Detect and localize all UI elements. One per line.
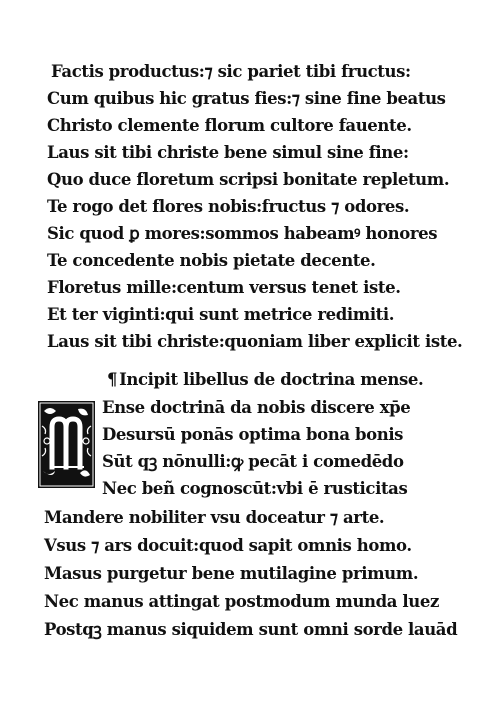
poem-line: Ense doctrinā da nobis discere xp̄e — [102, 398, 411, 417]
poem-line: Mandere nobiliter vsu doceatur ⁊ arte. — [44, 508, 385, 527]
verse-line: Et ter viginti:qui sunt metrice redimiti. — [47, 305, 395, 324]
verse-line: Floretus mille:centum versus tenet iste. — [47, 278, 401, 297]
incipit-text: Incipit libellus de doctrina mense. — [119, 370, 424, 389]
verse-line: Christo clemente florum cultore fauente. — [47, 116, 412, 135]
poem-line: Sūt qꝫ nōnulli:ꝙ pecāt i comedēdo — [102, 452, 404, 471]
initial-ornament-icon — [38, 401, 95, 488]
poem-line: Nec manus attingat postmodum munda luez — [44, 592, 439, 611]
incipit-heading — [107, 370, 423, 390]
verse-line: Cum quibus hic gratus fies:⁊ sine fine beatus — [47, 89, 446, 108]
verse-line: Quo duce floretum scripsi bonitate repletum. — [47, 170, 450, 189]
svg-text:M: M — [65, 483, 67, 484]
verse-line: Sic quod ꝑ mores:sommos habeamꝰ honores — [47, 224, 438, 243]
decorated-initial — [38, 401, 95, 488]
poem-line: Masus purgetur bene mutilagine primum. — [44, 564, 419, 583]
pilcrow-icon: ¶ — [107, 370, 118, 389]
verse-line: Te rogo det flores nobis:fructus ⁊ odores. — [47, 197, 410, 216]
verse-line: Laus sit tibi christe bene simul sine fine: — [47, 143, 409, 162]
verse-line: Factis productus:⁊ sic pariet tibi fructus: — [51, 62, 411, 81]
poem-line: Vsus ⁊ ars docuit:quod sapit omnis homo. — [44, 536, 412, 555]
poem-line: Desursū ponās optima bona bonis — [102, 425, 404, 444]
poem-line: Nec beñ cognoscūt:vbi ē rusticitas — [102, 479, 408, 498]
verse-line: Laus sit tibi christe:quoniam liber explicit iste. — [47, 332, 463, 351]
verse-line: Te concedente nobis pietate decente. — [47, 251, 376, 270]
poem-line: Postqꝫ manus siquidem sunt omni sorde lauād — [44, 620, 458, 639]
